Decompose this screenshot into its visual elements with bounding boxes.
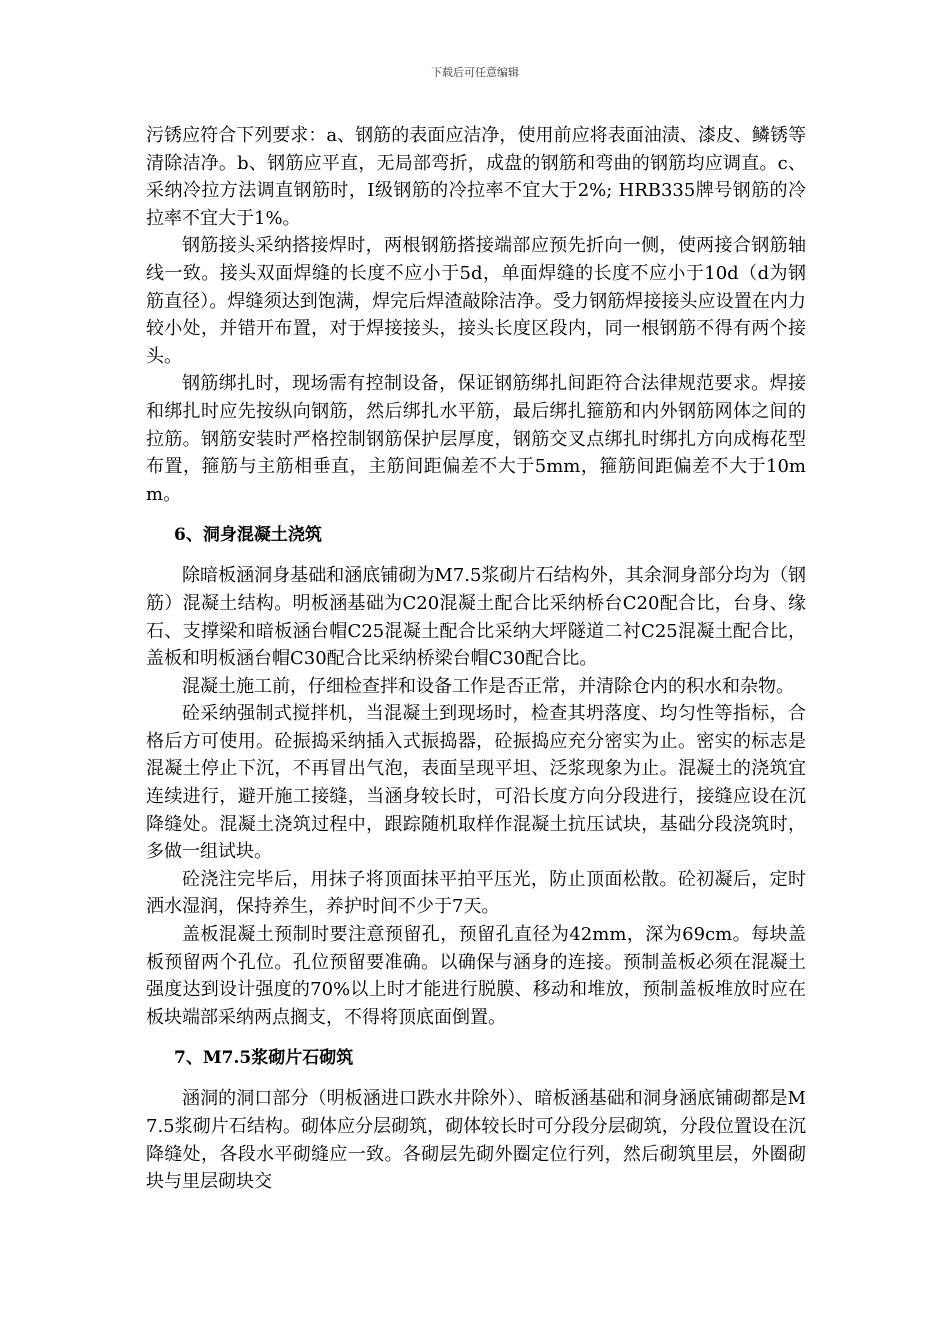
paragraph-concrete-preparation: 混凝土施工前，仔细检查拌和设备工作是否正常，并清除仓内的积水和杂物。 — [182, 675, 794, 697]
paragraph-masonry-structure: 涵洞的洞口部分（明板涵进口跌水井除外）、暗板涵基础和洞身涵底铺砌都是M7.5浆砌片石结构。砌体应分层砌筑，砌体较长时可分段分层砌筑，分段位置设在沉降缝处，各段水平砌缝应一致。各砌层先砌外圈定位行列，然后砌筑里层，外圈砌块与里层砌块交 — [146, 1088, 806, 1193]
paragraph-concrete-structure: 除暗板涵洞身基础和涵底铺砌为M7.5浆砌片石结构外，其余洞身部分均为（钢筋）混凝土结构。明板涵基础为C20混凝土配合比采纳桥台C20配合比，台身、缘石、支撑梁和暗板涵台帽C25混凝土配合比采纳大坪隧道二衬C25混凝土配合比，盖板和明板涵台帽C30配合比采纳桥梁台帽C30配合比。 — [146, 565, 806, 670]
paragraph-rebar-welding: 钢筋接头采纳搭接焊时，两根钢筋搭接端部应预先折向一侧，使两接合钢筋轴线一致。接头双面焊缝的长度不应小于5d，单面焊缝的长度不应小于10d（d为钢筋直径）。焊缝须达到饱满，焊完后焊渣敲除洁净。受力钢筋焊接接头应设置在内力较小处，并错开布置，对于焊接接头，接头长度区段内，同一根钢筋不得有两个接头。 — [146, 235, 806, 367]
section-heading-masonry: 7、M7.5浆砌片石砌筑 — [174, 1048, 354, 1069]
paragraph-concrete-mixing: 砼采纳强制式搅拌机，当混凝土到现场时，检查其坍落度、均匀性等指标，合格后方可使用。砼振捣采纳插入式振捣器，砼振捣应充分密实为止。密实的标志是混凝土停止下沉，不再冒出气泡，表面呈现平坦、泛浆现象为止。混凝土的浇筑宜连续进行，避开施工接缝，当涵身较长时，可沿长度方向分段进行，接缝应设在沉降缝处。混凝土浇筑过程中，跟踪随机取样作混凝土抗压试块，基础分段浇筑时，多做一组试块。 — [146, 703, 806, 863]
section-heading-concrete-pouring: 6、洞身混凝土浇筑 — [174, 525, 322, 546]
paragraph-rebar-binding: 钢筋绑扎时，现场需有控制设备，保证钢筋绑扎间距符合法律规范要求。焊接和绑扎时应先按纵向钢筋，然后绑扎水平筋，最后绑扎箍筋和内外钢筋网体之间的拉筋。钢筋安装时严格控制钢筋保护层厚度，钢筋交叉点绑扎时绑扎方向成梅花型布置，箍筋与主筋相垂直，主筋间距偏差不大于5mm，箍筋间距偏差不大于10mm。 — [146, 373, 806, 505]
document-body — [146, 122, 806, 1196]
paragraph-cover-slab-precast: 盖板混凝土预制时要注意预留孔，预留孔直径为42mm，深为69cm。每块盖板预留两个孔位。孔位预留要准确。以确保与涵身的连接。预制盖板必须在混凝土强度达到设计强度的70%以上时才能进行脱膜、移动和堆放，预制盖板堆放时应在板块端部采纳两点搁支，不得将顶底面倒置。 — [146, 924, 806, 1028]
page-header: 下载后可任意编辑 — [431, 66, 519, 79]
paragraph-concrete-curing: 砼浇注完毕后，用抹子将顶面抹平拍平压光，防止顶面松散。砼初凝后，定时洒水湿润，保持养生，养护时间不少于7天。 — [146, 868, 806, 918]
paragraph-rebar-surface: 污锈应符合下列要求：a、钢筋的表面应洁净，使用前应将表面油渍、漆皮、鳞锈等清除洁净。b、钢筋应平直，无局部弯折，成盘的钢筋和弯曲的钢筋均应调直。c、采纳冷拉方法调直钢筋时，Ⅰ级钢筋的冷拉率不宜大于2%; HRB335牌号钢筋的冷拉率不宜大于1%。 — [146, 125, 806, 229]
